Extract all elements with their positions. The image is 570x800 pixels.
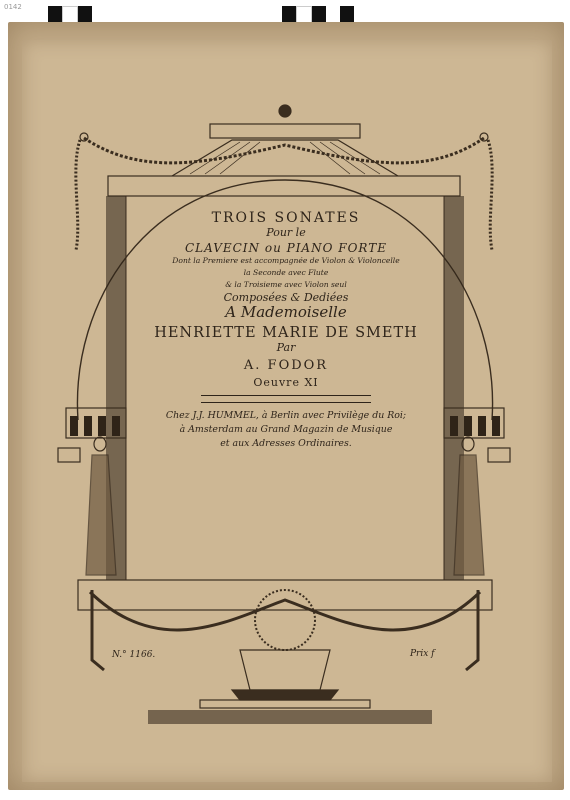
dedicatee: HENRIETTE MARIE DE SMETH	[154, 325, 418, 341]
garland-left-drop	[76, 140, 80, 250]
garland-right-drop	[488, 140, 492, 250]
entablature	[108, 176, 460, 196]
pediment-top	[210, 124, 360, 138]
divider-rule	[201, 395, 371, 403]
figure-right	[454, 437, 510, 575]
accompaniment-line-1: Dont la Premiere est accompagnée de Violon & Violoncelle	[172, 256, 400, 265]
base-step	[148, 710, 432, 724]
composer: A. FODOR	[243, 358, 329, 373]
scan-id: 0142	[4, 3, 22, 11]
figure-left	[58, 437, 116, 575]
publisher-line-3: et aux Adresses Ordinaires.	[220, 438, 352, 449]
dedication: A Mademoiselle	[225, 303, 347, 321]
publisher-line-2: à Amsterdam au Grand Magazin de Musique	[179, 424, 393, 435]
par-line: Par	[276, 341, 296, 354]
garland	[84, 138, 484, 163]
title-block	[126, 210, 446, 451]
pour-line: Pour le	[266, 226, 306, 239]
title: TROIS SONATES	[211, 210, 361, 226]
accompaniment-line-2: la Seconde avec Flute	[243, 268, 329, 277]
vase	[240, 650, 330, 690]
plinth	[78, 580, 492, 610]
accompaniment-line-3: & la Troisieme avec Violon seul	[225, 280, 347, 289]
finial	[279, 105, 291, 117]
drapery	[90, 592, 480, 630]
instrument: CLAVECIN ou PIANO FORTE	[184, 241, 388, 255]
opus: Oeuvre XI	[253, 376, 319, 389]
composed-line: Composées & Dediées	[223, 291, 349, 304]
publisher-line-1: Chez J.J. HUMMEL, à Berlin avec Privilège du Roi;	[165, 410, 407, 421]
plate-number: N.° 1166.	[112, 650, 156, 660]
price: Prix f	[410, 649, 435, 659]
